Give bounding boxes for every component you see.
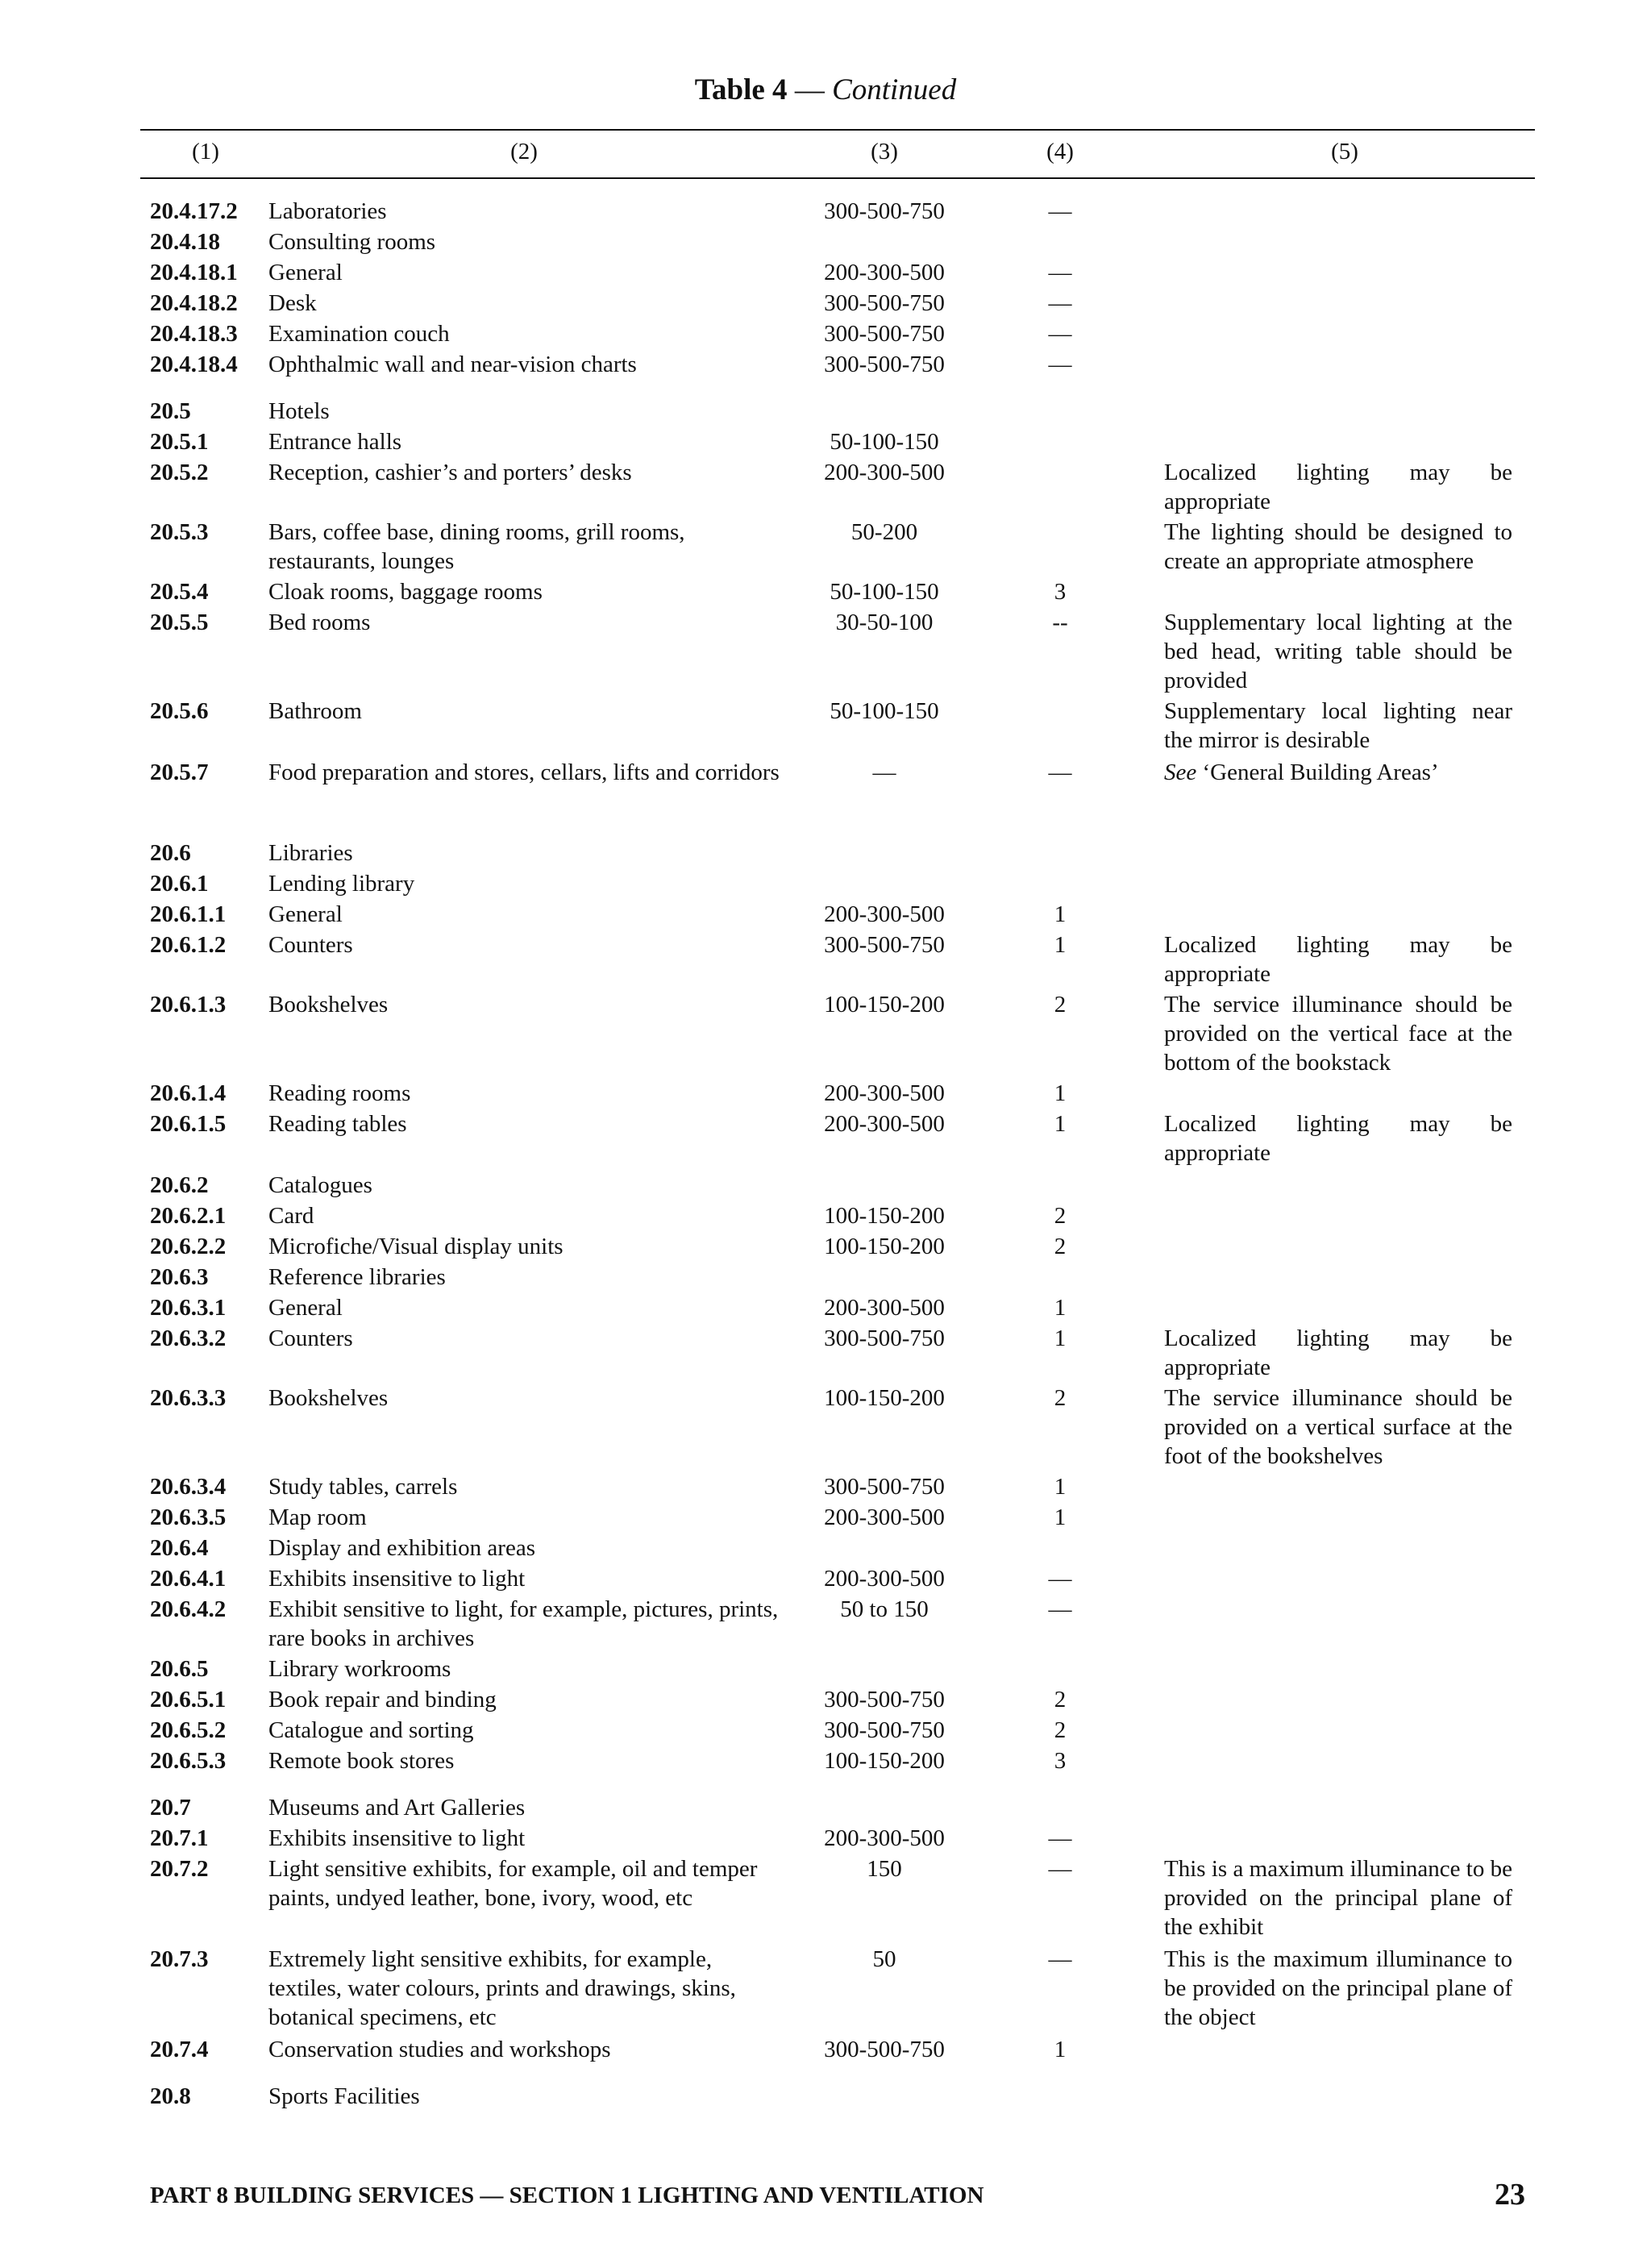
quality-class: 3 [1054, 579, 1067, 605]
clause-number: 20.8 [150, 2083, 191, 2109]
quality-class: 1 [1054, 1080, 1067, 1106]
room-description: Libraries [268, 840, 353, 866]
room-description: Library workrooms [268, 1656, 451, 1682]
clause-number: 20.6.4.1 [150, 1566, 227, 1592]
illuminance-range: 100-150-200 [824, 1748, 945, 1774]
illuminance-range: 100-150-200 [824, 1385, 945, 1411]
remarks: The lighting should be designed to create an appropriate atmosphere [1164, 519, 1512, 574]
column-header-3: (3) [871, 139, 898, 164]
remarks: This is the maximum illuminance to be provided on the principal plane of the object [1164, 1946, 1512, 2030]
illuminance-range: 200-300-500 [824, 1295, 945, 1321]
quality-class: 1 [1054, 1111, 1067, 1137]
room-description: Bed rooms [268, 610, 371, 635]
clause-number: 20.6.2.1 [150, 1203, 227, 1229]
room-description: Catalogue and sorting [268, 1717, 474, 1743]
remarks: Localized lighting may be appropriate [1164, 932, 1512, 987]
clause-number: 20.5.3 [150, 519, 209, 545]
quality-class: — [1048, 260, 1072, 285]
quality-class: 3 [1054, 1748, 1067, 1774]
quality-class: — [1048, 321, 1072, 347]
clause-number: 20.6.4.2 [150, 1596, 227, 1622]
illuminance-range: 300-500-750 [824, 1717, 945, 1743]
clause-number: 20.6.1.5 [150, 1111, 227, 1137]
room-description: Bookshelves [268, 1385, 389, 1411]
clause-number: 20.4.18.1 [150, 260, 238, 285]
clause-number: 20.6.1 [150, 871, 209, 897]
room-description: Museums and Art Galleries [268, 1795, 526, 1821]
illuminance-range: 300-500-750 [824, 2037, 945, 2062]
room-description: General [268, 901, 343, 927]
room-description: Desk [268, 290, 317, 316]
column-header-5: (5) [1331, 139, 1358, 164]
illuminance-range: 300-500-750 [824, 198, 945, 224]
clause-number: 20.6.3.5 [150, 1504, 227, 1530]
room-description: Conservation studies and workshops [268, 2037, 611, 2062]
illuminance-range: 100-150-200 [824, 992, 945, 1017]
clause-number: 20.4.18.2 [150, 290, 238, 316]
quality-class: 2 [1054, 1234, 1067, 1259]
room-description: Exhibit sensitive to light, for example, pictures, prints, rare books in archives [268, 1596, 779, 1651]
room-description: Exhibits insensitive to light [268, 1825, 526, 1851]
clause-number: 20.6.2 [150, 1172, 209, 1198]
clause-number: 20.5.6 [150, 698, 209, 724]
room-description: Sports Facilities [268, 2083, 420, 2109]
room-description: Lending library [268, 871, 415, 897]
illuminance-range: 200-300-500 [824, 260, 945, 285]
illuminance-range: 50-100-150 [830, 429, 939, 455]
room-description: Map room [268, 1504, 367, 1530]
room-description: Reception, cashier’s and porters’ desks [268, 460, 632, 485]
room-description: Bookshelves [268, 992, 389, 1017]
quality-class: — [1048, 1825, 1072, 1851]
header-bottom-rule [140, 177, 1535, 179]
clause-number: 20.5.4 [150, 579, 209, 605]
illuminance-range: 50 [872, 1946, 896, 1972]
table-title-italic: Continued [832, 73, 957, 106]
clause-number: 20.4.18 [150, 229, 220, 255]
illuminance-range: 300-500-750 [824, 321, 945, 347]
clause-number: 20.7.2 [150, 1856, 209, 1882]
clause-number: 20.6.2.2 [150, 1234, 227, 1259]
illuminance-range: 100-150-200 [824, 1203, 945, 1229]
clause-number: 20.6.3 [150, 1264, 209, 1290]
room-description: Reading tables [268, 1111, 407, 1137]
room-description: General [268, 260, 343, 285]
clause-number: 20.6.5.2 [150, 1717, 227, 1743]
quality-class: 1 [1054, 1474, 1067, 1500]
clause-number: 20.5.7 [150, 759, 209, 785]
room-description: Remote book stores [268, 1748, 455, 1774]
room-description: Hotels [268, 398, 330, 424]
room-description: Bars, coffee base, dining rooms, grill rooms, restaurants, lounges [268, 519, 685, 574]
illuminance-range: 50-100-150 [830, 579, 939, 605]
illuminance-range: 50-100-150 [830, 698, 939, 724]
room-description: Catalogues [268, 1172, 372, 1198]
quality-class: — [1048, 759, 1072, 785]
quality-class: 1 [1054, 932, 1067, 958]
illuminance-range: 300-500-750 [824, 1325, 945, 1351]
clause-number: 20.4.17.2 [150, 198, 238, 224]
clause-number: 20.6.4 [150, 1535, 209, 1561]
quality-class: — [1048, 1946, 1072, 1972]
quality-class: 1 [1054, 1295, 1067, 1321]
illuminance-range: 200-300-500 [824, 460, 945, 485]
header-top-rule [140, 129, 1535, 131]
clause-number: 20.6.3.4 [150, 1474, 227, 1500]
remarks: Localized lighting may be appropriate [1164, 1111, 1512, 1166]
clause-number: 20.7 [150, 1795, 191, 1821]
quality-class: — [1048, 1566, 1072, 1592]
quality-class: — [1048, 290, 1072, 316]
illuminance-range: — [872, 759, 896, 785]
quality-class: — [1048, 1856, 1072, 1882]
clause-number: 20.6.5 [150, 1656, 209, 1682]
room-description: Cloak rooms, baggage rooms [268, 579, 543, 605]
room-description: Reference libraries [268, 1264, 446, 1290]
illuminance-range: 200-300-500 [824, 901, 945, 927]
illuminance-range: 300-500-750 [824, 290, 945, 316]
room-description: Counters [268, 1325, 353, 1351]
table-title-separator: — [787, 73, 833, 106]
room-description: General [268, 1295, 343, 1321]
room-description: Examination couch [268, 321, 450, 347]
room-description: Microfiche/Visual display units [268, 1234, 564, 1259]
clause-number: 20.4.18.3 [150, 321, 238, 347]
room-description: Food preparation and stores, cellars, lifts and corridors [268, 759, 780, 785]
table-title [0, 73, 1651, 107]
quality-class: — [1048, 352, 1072, 377]
clause-number: 20.6.3.2 [150, 1325, 227, 1351]
room-description: Reading rooms [268, 1080, 411, 1106]
illuminance-range: 300-500-750 [824, 1687, 945, 1712]
clause-number: 20.6.5.1 [150, 1687, 227, 1712]
page-number: 23 [1495, 2178, 1525, 2212]
room-description: Extremely light sensitive exhibits, for example, textiles, water colours, prints and drawings, skins, botanical specimens, etc [268, 1946, 736, 2030]
illuminance-range: 200-300-500 [824, 1111, 945, 1137]
room-description: Ophthalmic wall and near-vision charts [268, 352, 637, 377]
illuminance-range: 300-500-750 [824, 352, 945, 377]
remarks: Localized lighting may be appropriate [1164, 460, 1512, 514]
room-description: Light sensitive exhibits, for example, oil and temper paints, undyed leather, bone, ivory, wood, etc [268, 1856, 758, 1911]
clause-number: 20.7.3 [150, 1946, 209, 1972]
clause-number: 20.6 [150, 840, 191, 866]
remarks: Supplementary local lighting near the mirror is desirable [1164, 698, 1512, 753]
clause-number: 20.6.1.3 [150, 992, 227, 1017]
clause-number: 20.5.2 [150, 460, 209, 485]
illuminance-range: 200-300-500 [824, 1504, 945, 1530]
remarks: Supplementary local lighting at the bed head, writing table should be provided [1164, 610, 1512, 693]
clause-number: 20.6.1.4 [150, 1080, 227, 1106]
remarks: The service illuminance should be provided on the vertical face at the bottom of the bookstack [1164, 992, 1512, 1076]
illuminance-range: 50 to 150 [840, 1596, 929, 1622]
clause-number: 20.6.5.3 [150, 1748, 227, 1774]
room-description: Entrance halls [268, 429, 402, 455]
room-description: Laboratories [268, 198, 387, 224]
room-description: Book repair and binding [268, 1687, 497, 1712]
quality-class: 2 [1054, 1717, 1067, 1743]
room-description: Counters [268, 932, 353, 958]
clause-number: 20.6.1.2 [150, 932, 227, 958]
room-description: Display and exhibition areas [268, 1535, 535, 1561]
clause-number: 20.6.3.1 [150, 1295, 227, 1321]
quality-class: — [1048, 1596, 1072, 1622]
room-description: Card [268, 1203, 314, 1229]
clause-number: 20.4.18.4 [150, 352, 238, 377]
column-header-1: (1) [192, 139, 219, 164]
remarks [1164, 758, 1512, 787]
remarks-italic: See [1164, 759, 1197, 785]
clause-number: 20.5.5 [150, 610, 209, 635]
remarks: Localized lighting may be appropriate [1164, 1325, 1512, 1380]
illuminance-range: 30-50-100 [835, 610, 934, 635]
quality-class: 1 [1054, 1325, 1067, 1351]
quality-class: 1 [1054, 1504, 1067, 1530]
illuminance-range: 200-300-500 [824, 1825, 945, 1851]
column-header-4: (4) [1046, 139, 1074, 164]
footer-section: PART 8 BUILDING SERVICES — SECTION 1 LIGHTING AND VENTILATION [150, 2183, 984, 2208]
quality-class: 2 [1054, 1203, 1067, 1229]
quality-class: — [1048, 198, 1072, 224]
clause-number: 20.5 [150, 398, 191, 424]
column-headers [0, 139, 1651, 171]
clause-number: 20.6.3.3 [150, 1385, 227, 1411]
room-description: Exhibits insensitive to light [268, 1566, 526, 1592]
quality-class: 1 [1054, 901, 1067, 927]
table-title-bold: Table 4 [694, 73, 788, 106]
column-header-2: (2) [510, 139, 538, 164]
quality-class: 2 [1054, 1385, 1067, 1411]
clause-number: 20.6.1.1 [150, 901, 227, 927]
room-description: Study tables, carrels [268, 1474, 458, 1500]
illuminance-range: 200-300-500 [824, 1566, 945, 1592]
illuminance-range: 100-150-200 [824, 1234, 945, 1259]
remarks-text: ‘General Building Areas’ [1196, 759, 1439, 785]
quality-class: -- [1052, 610, 1068, 635]
remarks: This is a maximum illuminance to be provided on the principal plane of the exhibit [1164, 1856, 1512, 1940]
illuminance-range: 300-500-750 [824, 1474, 945, 1500]
illuminance-range: 50-200 [850, 519, 918, 545]
remarks: The service illuminance should be provided on a vertical surface at the foot of the bookshelves [1164, 1385, 1512, 1469]
illuminance-range: 150 [867, 1856, 902, 1882]
illuminance-range: 300-500-750 [824, 932, 945, 958]
clause-number: 20.7.4 [150, 2037, 209, 2062]
clause-number: 20.5.1 [150, 429, 209, 455]
illuminance-range: 200-300-500 [824, 1080, 945, 1106]
quality-class: 2 [1054, 1687, 1067, 1712]
room-description: Consulting rooms [268, 229, 436, 255]
room-description: Bathroom [268, 698, 362, 724]
quality-class: 2 [1054, 992, 1067, 1017]
clause-number: 20.7.1 [150, 1825, 209, 1851]
quality-class: 1 [1054, 2037, 1067, 2062]
